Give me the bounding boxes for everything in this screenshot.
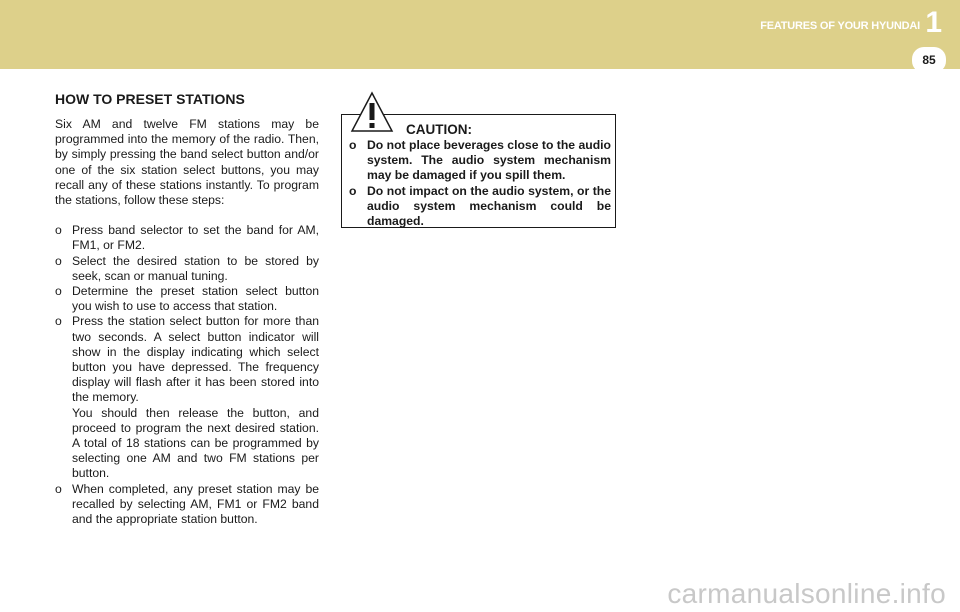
chapter-number: 1	[925, 6, 942, 39]
bullet: o	[55, 284, 62, 299]
bullet: o	[55, 223, 62, 238]
bullet: o	[55, 481, 62, 496]
intro-paragraph: Six AM and twelve FM stations may be programmed into the memory of the radio. Then, by simply pressing the band select button and/or one of the six station select buttons, you may recall any of these stations instantly. To program the stations, follow these steps:	[55, 117, 319, 208]
steps-list	[55, 223, 319, 527]
bullet: o	[349, 138, 357, 152]
list-item: o Press the station select button for more than two seconds. A select button indicator will show in the display indicating which select button you have depressed. The frequency display will flash after it has been stored into the memory. You should then release the button, and proceed to program the next desired station. A total of 18 stations can be programmed by selecting one AM and two FM stations per button.	[55, 314, 319, 481]
list-item: o Select the desired station to be stored by seek, scan or manual tuning.	[55, 253, 319, 283]
bullet: o	[55, 314, 62, 329]
main-content	[55, 90, 319, 527]
page-number: 85	[922, 53, 936, 67]
section-title: HOW TO PRESET STATIONS	[55, 91, 245, 107]
bullet: o	[349, 183, 357, 198]
step-followup: You should then release the button, and proceed to program the next desired station. A total of 18 stations can be programmed by selecting one AM and two FM stations per button.	[72, 405, 319, 481]
section-label: FEATURES OF YOUR HYUNDAI	[760, 20, 920, 32]
list-item: o Press band selector to set the band for AM, FM1, or FM2.	[55, 223, 319, 253]
list-item: o Determine the preset station select button you wish to use to access that station.	[55, 284, 319, 314]
bullet: o	[55, 253, 62, 268]
list-item: o Do not impact on the audio system, or the audio system mechanism could be damaged.	[349, 183, 611, 229]
header-band	[0, 0, 960, 69]
list-item: o Do not place beverages close to the audio system. The audio system mechanism may be damaged if you spill them.	[349, 138, 611, 183]
caution-title: CAUTION:	[406, 122, 472, 137]
warning-triangle-icon	[350, 90, 394, 134]
watermark: carmanualsonline.info	[667, 578, 946, 609]
list-item: o When completed, any preset station may be recalled by selecting AM, FM1 or FM2 band and the appropriate station button.	[55, 481, 319, 527]
caution-list	[349, 138, 611, 229]
